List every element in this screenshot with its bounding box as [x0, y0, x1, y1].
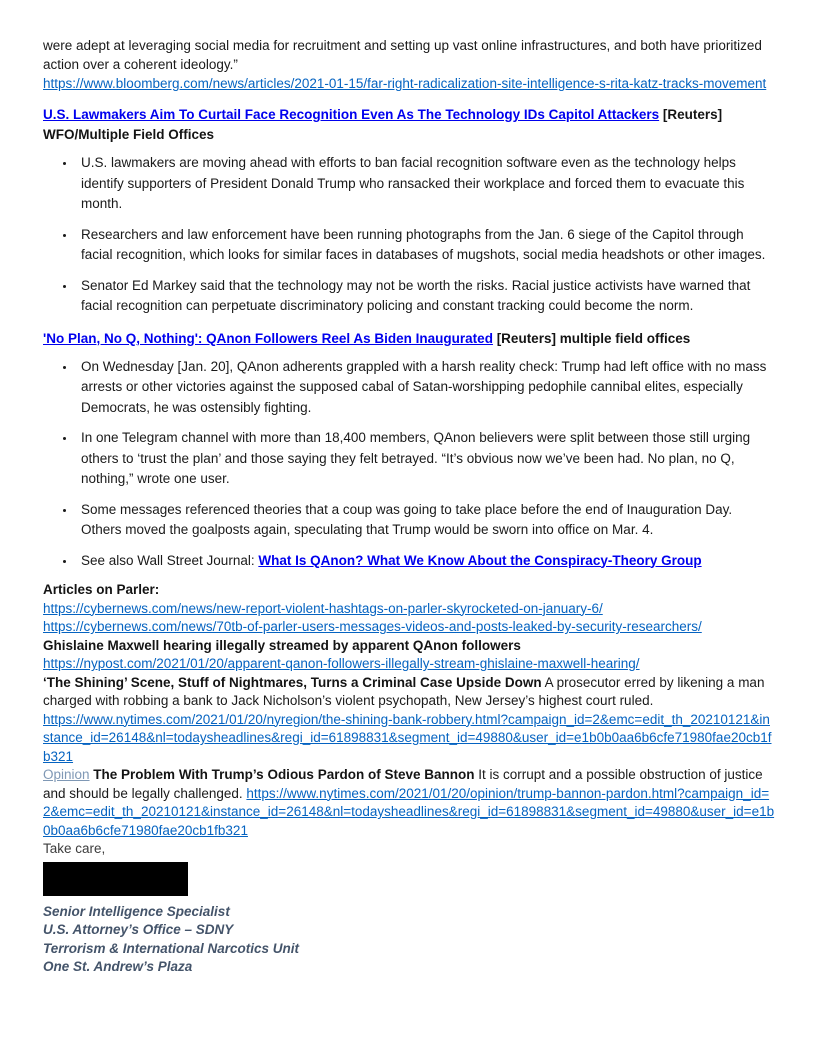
story1-headline [43, 105, 775, 145]
cybernews-link-1[interactable]: https://cybernews.com/news/new-report-violent-hashtags-on-parler-skyrocketed-on-january-6/ [43, 600, 603, 616]
signature-line-office: U.S. Attorney’s Office – SDNY [43, 922, 234, 937]
bloomberg-link[interactable]: https://www.bloomberg.com/news/articles/2021-01-15/far-right-radicalization-site-intelligence-s-rita-katz-tracks-movement [43, 76, 767, 91]
nytimes-shining-link[interactable]: https://www.nytimes.com/2021/01/20/nyregion/the-shining-bank-robbery.html?​campaign_id=2&emc=edit_th_20210121&instance_id=26148&nl=todaysheadlines&regi_id=61898831&segment_id=49880&user_id=e1b0b0aa6b6cfe71980fae20cb1fb321 [43, 711, 772, 764]
shining-title: ‘The Shining’ Scene, Stuff of Nightmares, Turns a Criminal Case Upside Down [43, 674, 542, 690]
parler-section-heading: Articles on Parler: [43, 582, 160, 597]
bullet-item: • In one Telegram channel with more than 18,400 members, QAnon believers were split between those still urging others to ‘trust the plan’ and those saying they felt betrayed. “It’s obvious now we’ve been had. No plan, no Q, nothing,” wrote one user. [76, 428, 775, 490]
maxwell-heading: Ghislaine Maxwell hearing illegally streamed by apparent QAnon followers [43, 637, 521, 653]
face-recognition-headline-link[interactable]: U.S. Lawmakers Aim To Curtail Face Recognition Even As The Technology IDs Capitol Attackers [43, 107, 660, 122]
signature-line-address: One St. Andrew’s Plaza [43, 959, 193, 974]
story2-bullets [43, 357, 775, 572]
bullet-item [76, 551, 775, 572]
bullet-item: • Researchers and law enforcement have been running photographs from the Jan. 6 siege of the Capitol through facial recognition, which looks for similar faces in databases of mugshots, social media headshots or other images. [76, 225, 775, 266]
bullet-item: • Some messages referenced theories that a coup was going to take place before the end of Inauguration Day. Others moved the goalposts again, speculating that Trump would be sworn into office on Mar. 4. [76, 500, 775, 541]
bullet-item: • On Wednesday [Jan. 20], QAnon adherents grappled with a harsh reality check: Trump had left office with no mass arrests or other victories against the supposed cabal of Satan-worshipping pedophile cannibal elites, especially Democrats, he was ostensibly fighting. [76, 357, 775, 419]
signature-line-title: Senior Intelligence Specialist [43, 903, 230, 919]
qanon-headline-link[interactable]: 'No Plan, No Q, Nothing': QAnon Followers Reel As Biden Inaugurated [43, 330, 493, 346]
shining-summary: A prosecutor erred by likening a man charged with robbing a bank to Jack Nicholson’s violent psychopath, New Jersey’s highest court ruled. [43, 674, 765, 708]
redacted-name-box [43, 862, 188, 896]
nytimes-opinion-link[interactable]: https://www.nytimes.com/2021/01/20/opinion/trump-bannon-pardon.html?​campaign_id=2&emc=edit_th_20210121&instance_id=26148&nl=todaysheadlines&regi_id=61898831&segment_id=49880&user_id=e1b0b0aa6b6cfe71980fae20cb1fb321 [43, 785, 775, 838]
story1-bullets [43, 153, 775, 317]
cybernews-link-2[interactable]: https://cybernews.com/news/70tb-of-parler-users-messages-videos-and-posts-leaked-by-security-researchers/ [43, 619, 702, 634]
signature-line-unit: Terrorism & International Narcotics Unit [43, 940, 300, 956]
takecare-text: Take care, [43, 841, 106, 856]
shining-paragraph [43, 674, 775, 711]
intro-paragraph: were adept at leveraging social media for recruitment and setting up vast online infrastructures, and both have prioritized action over a coherent ideology.” [43, 38, 762, 72]
story1-headline-source: [Reuters] WFO/Multiple Field Offices [43, 107, 723, 142]
nypost-maxwell-link[interactable]: https://nypost.com/2021/01/20/apparent-qanon-followers-illegally-stream-ghislaine-maxwell-hearing/ [43, 656, 640, 671]
story2-headline [43, 329, 775, 349]
wsj-bullet-prefix: See also Wall Street Journal: [81, 552, 259, 568]
opinion-title: The Problem With Trump’s Odious Pardon of Steve Bannon [89, 767, 475, 782]
wsj-qanon-link[interactable]: What Is QAnon? What We Know About the Conspiracy-Theory Group [258, 552, 702, 568]
story2-headline-source: [Reuters] multiple field offices [492, 330, 691, 346]
opinion-summary: It is corrupt and a possible obstruction of justice and should be legally challenged. [43, 767, 763, 801]
opinion-section-link[interactable]: Opinion [43, 767, 90, 782]
bullet-item: • U.S. lawmakers are moving ahead with efforts to ban facial recognition software even as the technology helps identify supporters of President Donald Trump who ransacked their workplace and forced them to evacuate this month. [76, 153, 775, 215]
opinion-paragraph [43, 766, 775, 840]
links-section [43, 581, 775, 859]
signature-block [43, 903, 775, 977]
bullet-item: • Senator Ed Markey said that the technology may not be worth the risks. Racial justice activists have warned that facial recognition can perpetuate discriminatory policing and constant tracking could become the norm. [76, 276, 775, 317]
